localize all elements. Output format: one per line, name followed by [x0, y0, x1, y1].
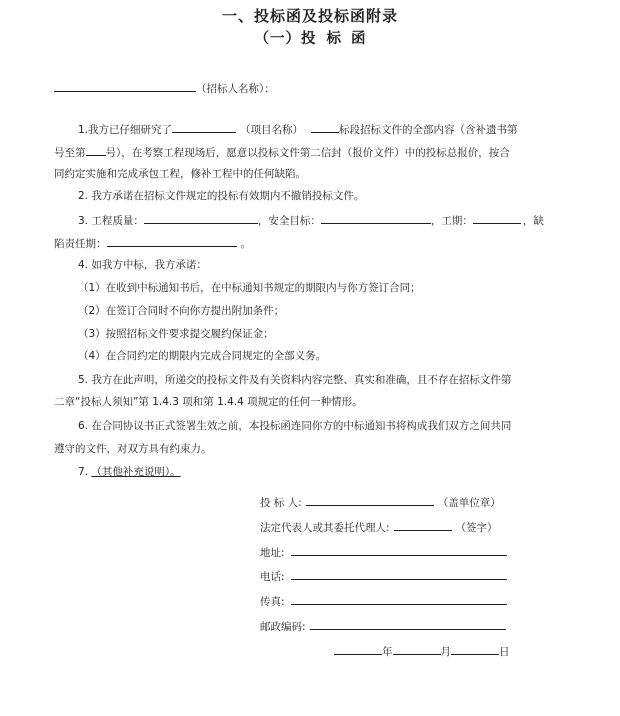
phone-blank[interactable] — [291, 567, 507, 580]
clause2: 2. 我方承诺在招标文件规定的投标有效期内不撤销投标文件。 — [78, 190, 365, 202]
representative-row: 法定代表人或其委托代理人: （签字） — [260, 518, 498, 535]
year-blank[interactable] — [334, 642, 382, 655]
fax-row: 传真: — [260, 592, 507, 609]
duration-blank[interactable] — [473, 211, 521, 224]
quality-blank[interactable] — [144, 211, 258, 224]
postcode-row: 邮政编码: — [260, 617, 506, 634]
clause5-line1: 5. 我方在此声明，所递交的投标文件及有关资料内容完整、真实和准确，且不存在招标文件第 — [78, 374, 512, 386]
address-row: 地址: — [260, 543, 507, 560]
clause1-line2: 号至第 号），在考察工程现场后，愿意以投标文件第二信封（报价文件）中的投标总报价，按合 — [54, 143, 510, 160]
document-title: 一、投标函及投标函附录 — [221, 7, 398, 25]
clause4-item: （3）按照招标文件要求提交履约保证金； — [78, 328, 274, 340]
clause1-line3: 同约定实施和完成承包工程，修补工程中的任何缺陷。 — [54, 168, 306, 180]
month-blank[interactable] — [393, 642, 441, 655]
bidder-row: 投 标 人: （盖单位章） — [260, 493, 501, 510]
defect-period-blank[interactable] — [107, 234, 237, 247]
clause5-line2: 二章“投标人须知”第 1.4.3 项和第 1.4.4 项规定的任何一种情形。 — [54, 396, 363, 408]
date-row: 年 月 日 — [334, 642, 510, 659]
section-blank[interactable] — [311, 120, 339, 133]
clause1-line1: 1.我方已仔细研究了 （项目名称） 标段招标文件的全部内容（含补遗书第 — [78, 120, 518, 137]
postcode-blank[interactable] — [310, 617, 506, 630]
representative-signature-blank[interactable] — [394, 518, 452, 531]
project-name-blank[interactable] — [172, 120, 236, 133]
addressee-line — [54, 79, 275, 96]
phone-row: 电话: — [260, 567, 507, 584]
safety-target-blank[interactable] — [321, 211, 431, 224]
fax-blank[interactable] — [291, 592, 507, 605]
subtitle-part2: 标 — [326, 31, 341, 47]
clause4-item: （1）在收到中标通知书后，在中标通知书规定的期限内与你方签订合同； — [78, 282, 421, 294]
clause4-item: （4）在合同约定的期限内完成合同规定的全部义务。 — [78, 350, 327, 362]
supplementary-notes[interactable]: （其他补充说明）。 — [91, 466, 181, 478]
clause4-item: （2）在签订合同时不向你方提出附加条件； — [78, 305, 285, 317]
tenderee-name-blank[interactable] — [54, 79, 196, 92]
subtitle-part3: 函 — [351, 31, 366, 47]
document-subtitle — [0, 27, 620, 48]
addressee-suffix: （招标人名称）： — [196, 83, 275, 95]
subtitle-part1: （一）投 — [254, 31, 317, 47]
bidder-name-blank[interactable] — [306, 493, 434, 506]
clause3-line2: 陷责任期： 。 — [54, 234, 251, 251]
addendum-number-blank[interactable] — [86, 143, 106, 156]
clause3-line1: 3. 工程质量： ，安全目标： ，工期： ，缺 — [78, 211, 544, 228]
address-blank[interactable] — [291, 543, 507, 556]
day-blank[interactable] — [451, 642, 499, 655]
clause6-line1: 6. 在合同协议书正式签署生效之前，本投标函连同你方的中标通知书将构成我们双方之间共同 — [78, 420, 512, 432]
clause7: 7. （其他补充说明）。 — [78, 466, 181, 478]
clause6-line2: 遵守的文件，对双方具有约束力。 — [54, 443, 212, 455]
clause4-heading: 4. 如我方中标，我方承诺： — [78, 259, 207, 271]
